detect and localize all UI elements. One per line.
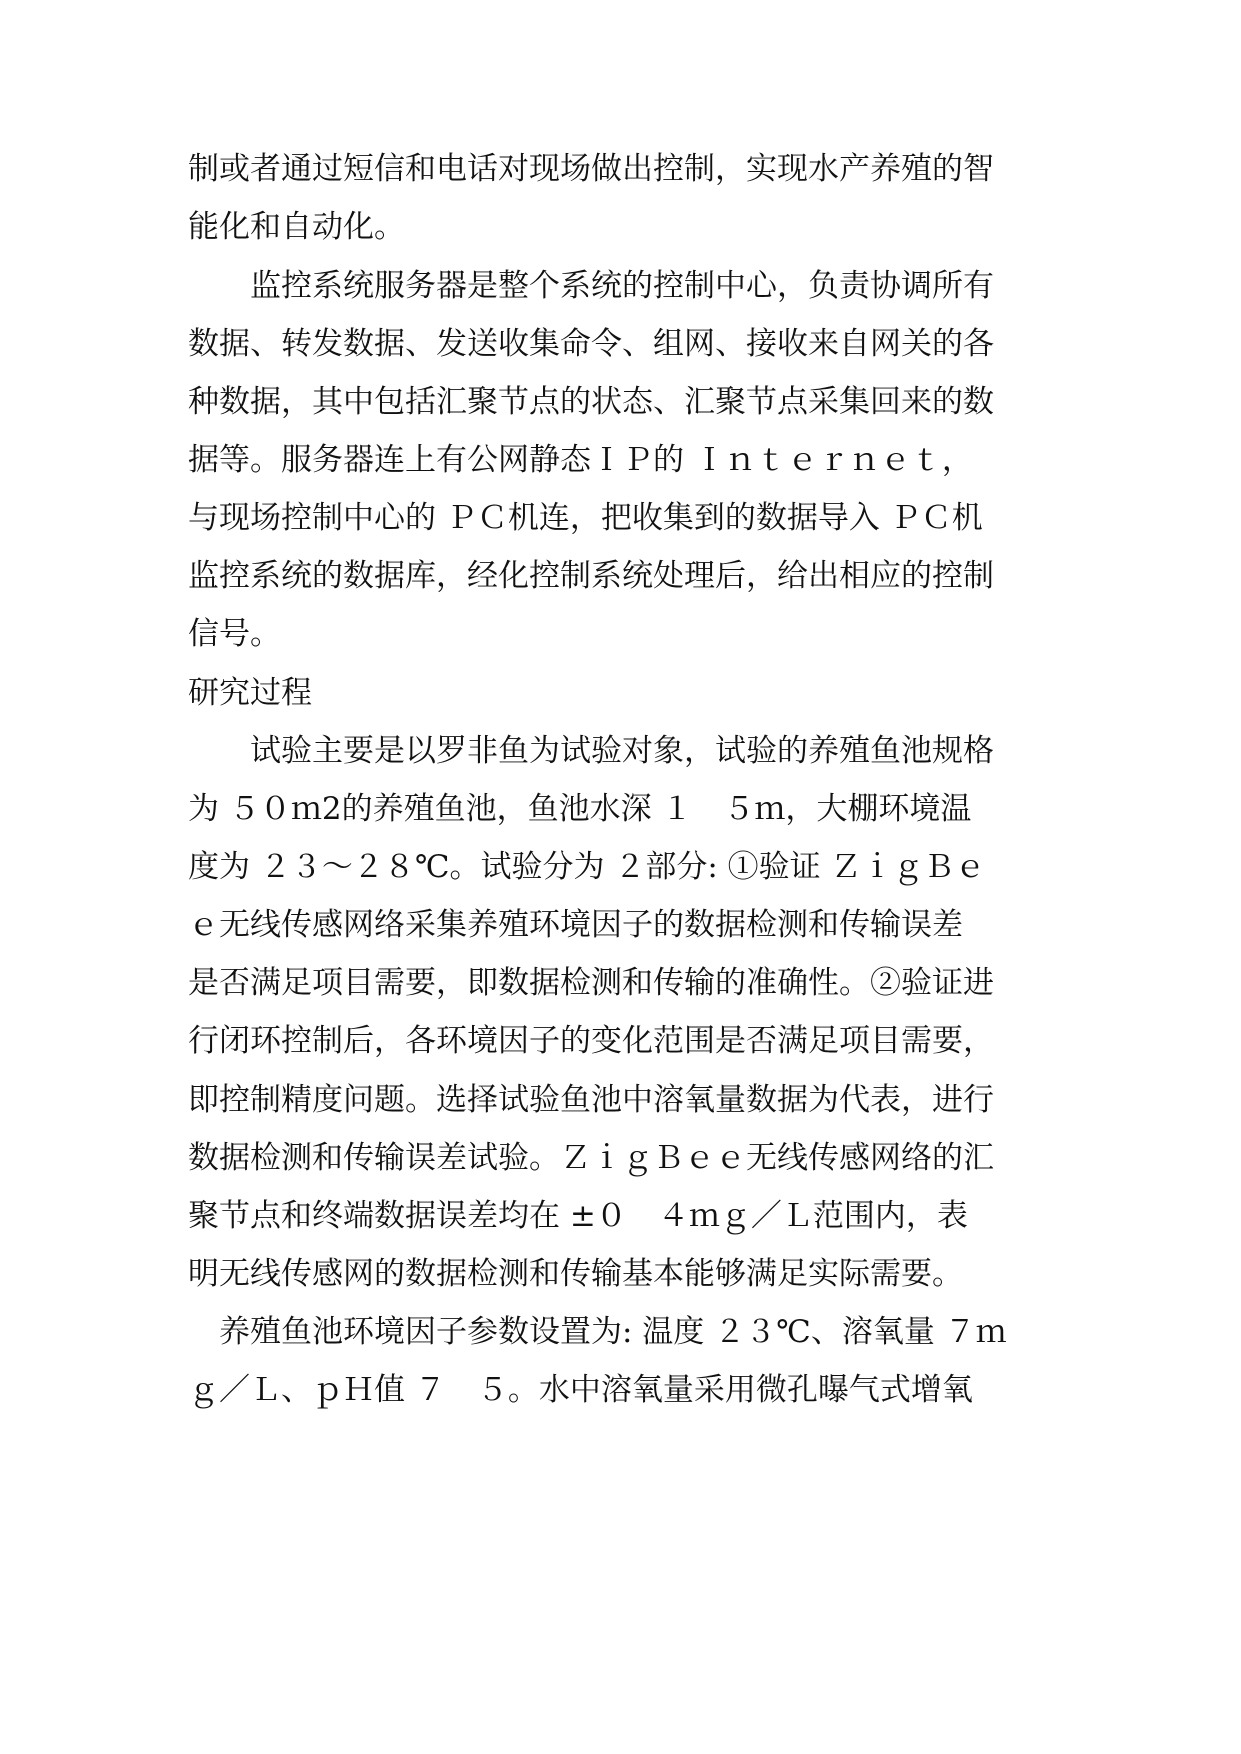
text-line: 据等。服务器连上有公网静态ＩＰ的 Ｉｎｔｅｒｎｅｔ， [188, 442, 973, 478]
text-line: 是否满足项目需要，即数据检测和传输的准确性。②验证进 [188, 965, 994, 1001]
text-line: 监控系统的数据库，经化控制系统处理后，给出相应的控制 [188, 558, 994, 594]
text-line: 行闭环控制后，各环境因子的变化范围是否满足项目需要， [188, 1023, 994, 1059]
text-line: 明无线传感网的数据检测和传输基本能够满足实际需要。 [188, 1256, 963, 1292]
text-line: 聚节点和终端数据误差均在 ±０ ４ｍｇ／Ｌ范围内，表 [188, 1198, 968, 1234]
text-line: 制或者通过短信和电话对现场做出控制，实现水产养殖的智 [188, 151, 994, 187]
section-heading: 研究过程 [188, 675, 312, 711]
text-line: 能化和自动化。 [188, 209, 405, 245]
text-line: 养殖鱼池环境因子参数设置为: 温度 ２３℃、溶氧量 ７ｍ [188, 1314, 1007, 1350]
text-line: 信号。 [188, 616, 281, 652]
text-line: 数据检测和传输误差试验。ＺｉｇＢｅｅ无线传感网络的汇 [188, 1140, 994, 1176]
text-line: ｅ无线传感网络采集养殖环境因子的数据检测和传输误差 [188, 907, 963, 943]
text-line: 种数据，其中包括汇聚节点的状态、汇聚节点采集回来的数 [188, 384, 994, 420]
text-line: 为 ５０ｍ2的养殖鱼池，鱼池水深 １ ５ｍ，大棚环境温 [188, 791, 972, 827]
text-line: 即控制精度问题。选择试验鱼池中溶氧量数据为代表，进行 [188, 1082, 994, 1118]
text-line: 监控系统服务器是整个系统的控制中心，负责协调所有 [188, 268, 994, 304]
text-line: 与现场控制中心的 ＰＣ机连，把收集到的数据导入 ＰＣ机 [188, 500, 983, 536]
text-line: 度为 ２３～２８℃。试验分为 ２部分: ①验证 ＺｉｇＢｅ [188, 849, 986, 885]
text-line: ｇ／Ｌ、ｐＨ值 ７ ５。水中溶氧量采用微孔曝气式增氧 [188, 1372, 973, 1408]
text-line: 数据、转发数据、发送收集命令、组网、接收来自网关的各 [188, 326, 994, 362]
text-line: 试验主要是以罗非鱼为试验对象，试验的养殖鱼池规格 [188, 733, 994, 769]
